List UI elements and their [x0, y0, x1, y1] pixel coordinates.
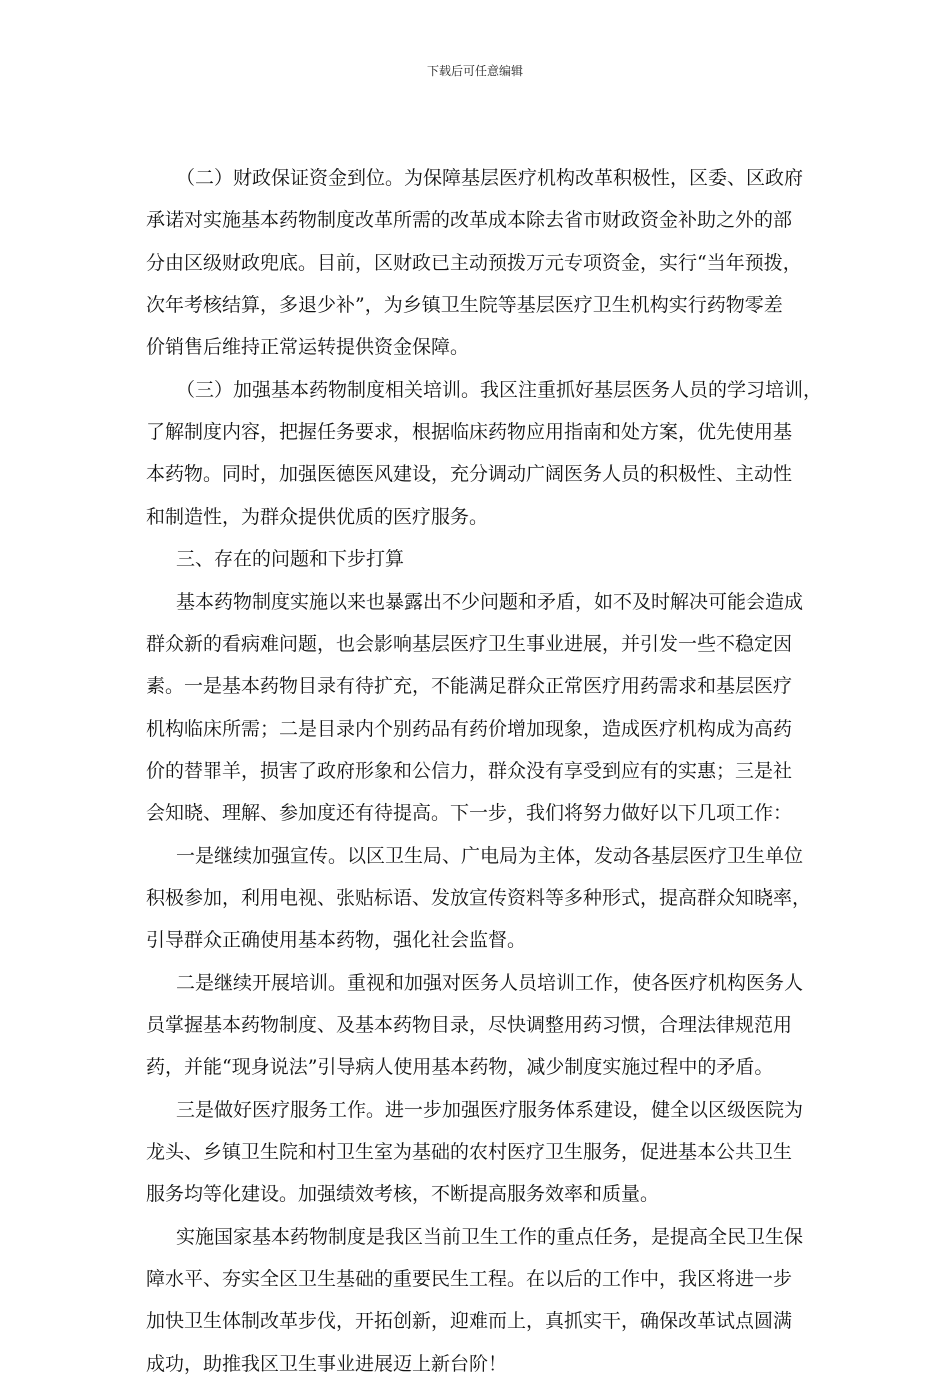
- paragraph-line: 服务均等化建设。加强绩效考核，不断提高服务效率和质量。: [146, 1183, 660, 1205]
- paragraph-line: 药，并能“现身说法”引导病人使用基本药物，减少制度实施过程中的矛盾。: [146, 1056, 774, 1078]
- paragraph-line: 本药物。同时，加强医德医风建设，充分调动广阔医务人员的积极性、主动性: [146, 463, 793, 485]
- paragraph-line: 加快卫生体制改革步伐，开拓创新，迎难而上，真抓实干，确保改革试点圆满: [146, 1310, 793, 1332]
- paragraph-first-line: 基本药物制度实施以来也暴露出不少问题和矛盾，如不及时解决可能会造成: [176, 591, 804, 613]
- paragraph-line: 员掌握基本药物制度、及基本药物目录，尽快调整用药习惯，合理法律规范用: [146, 1014, 793, 1036]
- paragraph-line: 价销售后维持正常运转提供资金保障。: [146, 336, 470, 358]
- paragraph-first-line: 三、存在的问题和下步打算: [176, 548, 405, 570]
- paragraph-first-line: 一是继续加强宣传。以区卫生局、广电局为主体，发动各基层医疗卫生单位: [176, 845, 804, 867]
- paragraph-first-line: （三）加强基本药物制度相关培训。我区注重抓好基层医务人员的学习培训，: [176, 379, 823, 401]
- paragraph-line: 次年考核结算，多退少补”，为乡镇卫生院等基层医疗卫生机构实行药物零差: [146, 294, 783, 316]
- paragraph-first-line: 二是继续开展培训。重视和加强对医务人员培训工作，使各医疗机构医务人: [176, 972, 804, 994]
- paragraph-line: 会知晓、理解、参加度还有待提高。下一步，我们将努力做好以下几项工作：: [146, 802, 793, 824]
- paragraph-line: 引导群众正确使用基本药物，强化社会监督。: [146, 929, 527, 951]
- paragraph-line: 龙头、乡镇卫生院和村卫生室为基础的农村医疗卫生服务，促进基本公共卫生: [146, 1141, 793, 1163]
- paragraph-line: 素。一是基本药物目录有待扩充，不能满足群众正常医疗用药需求和基层医疗: [146, 675, 793, 697]
- paragraph-line: 分由区级财政兜底。目前，区财政已主动预拨万元专项资金，实行“当年预拨，: [146, 252, 802, 274]
- paragraph-line: 成功，助推我区卫生事业进展迈上新台阶！: [146, 1353, 508, 1375]
- paragraph-line: 障水平、夯实全区卫生基础的重要民生工程。在以后的工作中，我区将进一步: [146, 1268, 793, 1290]
- paragraph-line: 价的替罪羊，损害了政府形象和公信力，群众没有享受到应有的实惠；三是社: [146, 760, 793, 782]
- paragraph-first-line: （二）财政保证资金到位。为保障基层医疗机构改革积极性，区委、区政府: [176, 167, 804, 189]
- paragraph-line: 了解制度内容，把握任务要求，根据临床药物应用指南和处方案，优先使用基: [146, 421, 793, 443]
- paragraph-line: 和制造性，为群众提供优质的医疗服务。: [146, 506, 489, 528]
- page-header: 下载后可任意编辑: [426, 64, 523, 78]
- paragraph-first-line: 三是做好医疗服务工作。进一步加强医疗服务体系建设，健全以区级医院为: [176, 1099, 804, 1121]
- paragraph-line: 承诺对实施基本药物制度改革所需的改革成本除去省市财政资金补助之外的部: [146, 209, 793, 231]
- paragraph-line: 群众新的看病难问题，也会影响基层医疗卫生事业进展，并引发一些不稳定因: [146, 633, 793, 655]
- paragraph-line: 积极参加，利用电视、张贴标语、发放宣传资料等多种形式，提高群众知晓率，: [146, 887, 812, 909]
- paragraph-first-line: 实施国家基本药物制度是我区当前卫生工作的重点任务，是提高全民卫生保: [176, 1226, 804, 1248]
- paragraph-line: 机构临床所需；二是目录内个别药品有药价增加现象，造成医疗机构成为高药: [146, 718, 793, 740]
